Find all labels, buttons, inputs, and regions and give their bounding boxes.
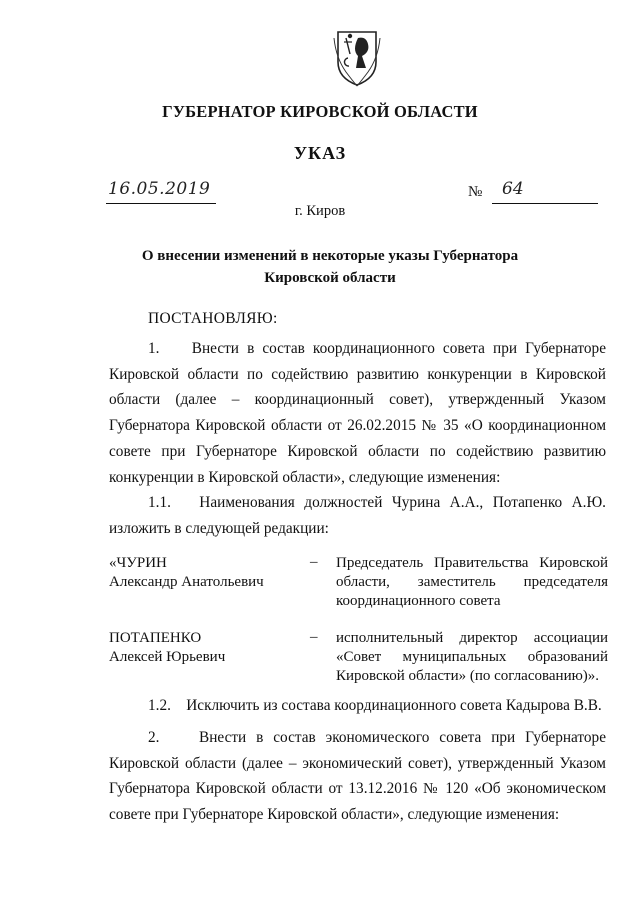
paragraph-1-1: 1.1. Наименования должностей Чурина А.А., Потапенко А.Ю. изложить в следующей редакции: <box>109 494 606 537</box>
member-dash: – <box>310 629 318 645</box>
number-field <box>492 181 598 204</box>
governor-title: ГУБЕРНАТОР КИРОВСКОЙ ОБЛАСТИ <box>162 102 478 121</box>
city: г. Киров <box>294 203 346 219</box>
paragraph-2: 2. Внести в состав экономического совета при Губернаторе Кировской области (далее – экономический совет), утвержденный Указом Губернатора Кировской области от 13.12.2016 № 120 «Об экономическом совете при Губернаторе Кировской области», следующие изменения: <box>109 729 606 824</box>
decree-subject: О внесении изменений в некоторые указы Губернатора Кировской области <box>141 248 519 286</box>
member-position: исполнительный директор ассоциации «Совет муниципальных образований Кировской области» (по согласованию)». <box>336 630 608 684</box>
number-label: № <box>468 184 483 200</box>
member-given-names: Алексей Юрьевич <box>109 649 226 665</box>
member-given-names: Александр Анатольевич <box>109 574 264 590</box>
member-dash: – <box>310 554 318 570</box>
date-field <box>106 181 216 204</box>
paragraph-1-2: 1.2. Исключить из состава координационного совета Кадырова В.В. <box>148 697 602 714</box>
member-position: Председатель Правительства Кировской области, заместитель председателя координационного совета <box>336 555 608 609</box>
member-name <box>109 629 299 667</box>
handwritten-number: 64 <box>502 179 524 199</box>
preamble: ПОСТАНОВЛЯЮ: <box>148 310 278 327</box>
member-name <box>109 554 299 592</box>
handwritten-date: 16.05.2019 <box>108 179 211 199</box>
paragraph-1: 1. Внести в состав координационного совета при Губернаторе Кировской области по содействию развитию конкуренции в Кировской области (далее – координационный совет), утвержденный Указом Губернатора Кировской области от 26.02.2015 № 35 «О координационном совете при Губернаторе Кировской области по содействию развитию конкуренции в Кировской области», следующие изменения: <box>109 340 606 486</box>
kirov-region-coat-of-arms-icon <box>332 28 382 88</box>
member-surname: «ЧУРИН <box>109 555 167 571</box>
member-surname: ПОТАПЕНКО <box>109 630 202 646</box>
document-type: УКАЗ <box>293 143 347 163</box>
